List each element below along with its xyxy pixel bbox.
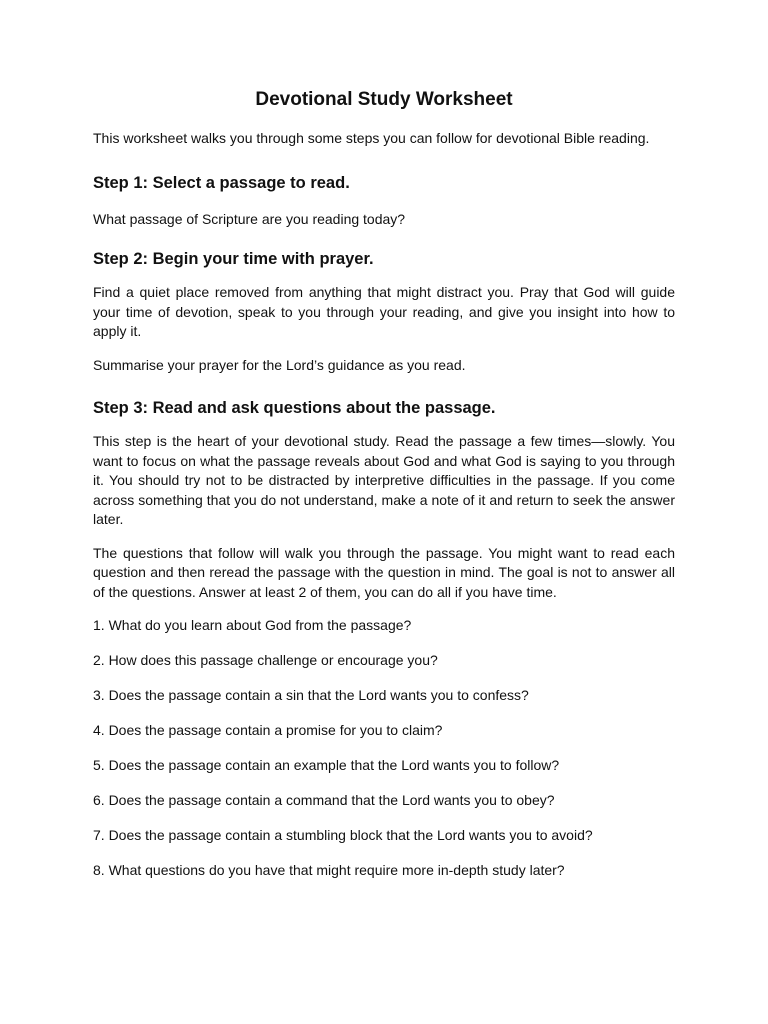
step3-body-2: The questions that follow will walk you through the passage. You might want to read each question and then reread the passage with the question in mind. The goal is not to answer all of the questions. Answer at least 2 of them, you can do all if you have time.: [93, 544, 675, 600]
step1-prompt: What passage of Scripture are you reading today?: [93, 210, 406, 227]
question-item: 4. Does the passage contain a promise for you to claim?: [93, 722, 443, 738]
question-item: 5. Does the passage contain an example that the Lord wants you to follow?: [93, 757, 560, 773]
step3-body-1: This step is the heart of your devotional study. Read the passage a few times—slowly. You want to focus on what the passage reveals about God and what God is saying to you through it. You should try not to be distracted by interpretive difficulties in the passage. If you come across something that you do not understand, make a note of it and return to seek the answer later.: [93, 433, 675, 527]
intro-paragraph: This worksheet walks you through some steps you can follow for devotional Bible reading.: [93, 130, 650, 146]
worksheet-page: [93, 88, 675, 880]
step2-prompt: Summarise your prayer for the Lord’s guidance as you read.: [93, 356, 466, 373]
question-item: 7. Does the passage contain a stumbling block that the Lord wants you to avoid?: [93, 827, 593, 843]
question-item: 1. What do you learn about God from the passage?: [93, 617, 412, 633]
step3-heading: Step 3: Read and ask questions about the passage.: [93, 399, 496, 417]
question-item: 8. What questions do you have that might require more in-depth study later?: [93, 862, 565, 878]
question-item: 3. Does the passage contain a sin that the Lord wants you to confess?: [93, 687, 529, 703]
step2-body: Find a quiet place removed from anything that might distract you. Pray that God will guide your time of devotion, speak to you through your reading, and give you insight into how to apply it.: [93, 284, 675, 339]
question-item: 2. How does this passage challenge or encourage you?: [93, 652, 438, 668]
step2-heading: Step 2: Begin your time with prayer.: [93, 250, 374, 268]
question-item: 6. Does the passage contain a command that the Lord wants you to obey?: [93, 792, 555, 808]
question-list: [93, 616, 675, 880]
page-title: Devotional Study Worksheet: [255, 89, 513, 110]
step1-heading: Step 1: Select a passage to read.: [93, 173, 350, 192]
